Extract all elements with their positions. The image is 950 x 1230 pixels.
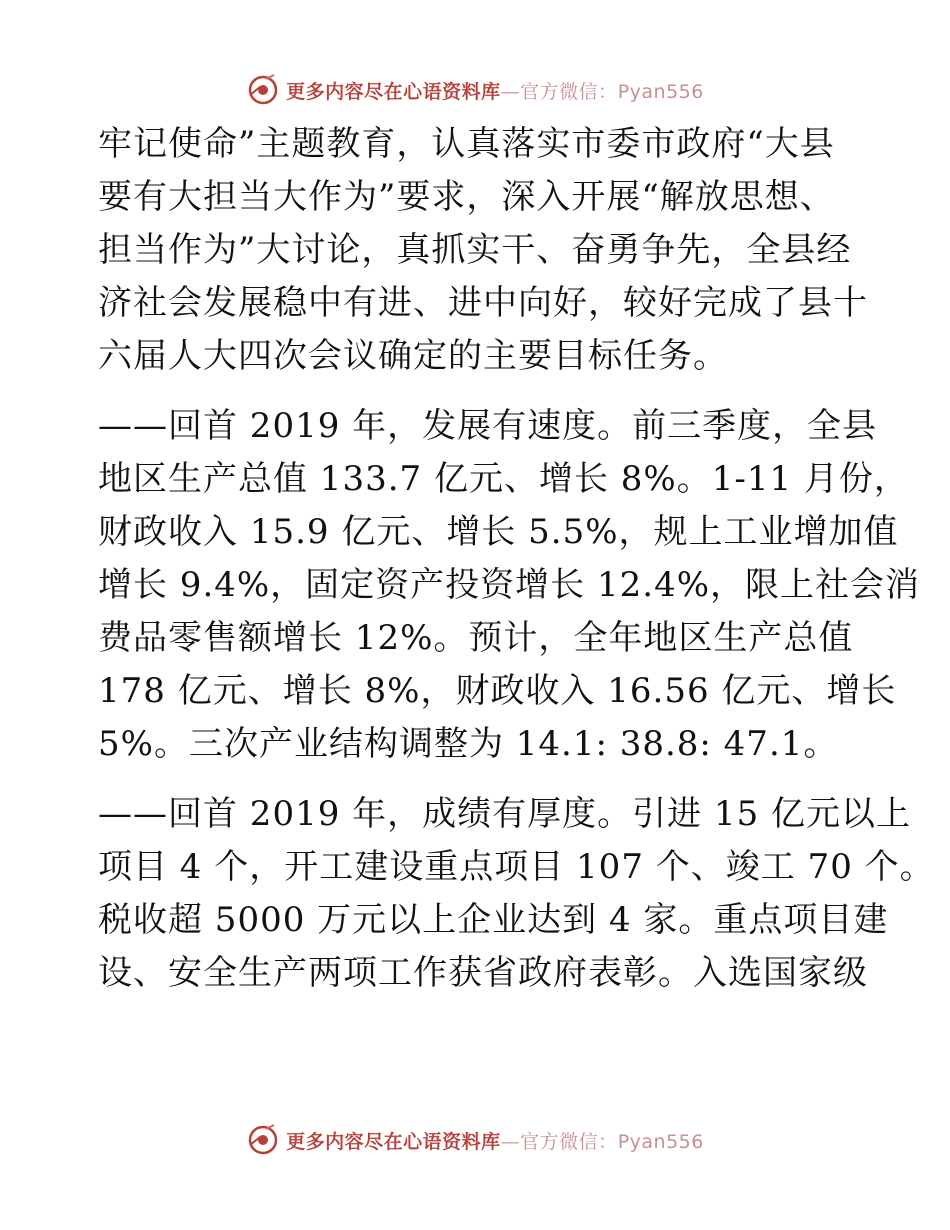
- text-line: 财政收入 15.9 亿元、增长 5.5%，规上工业增加值: [98, 512, 899, 552]
- text-line: 178 亿元、增长 8%，财政收入 16.56 亿元、增长: [98, 671, 897, 711]
- text-line: 设、安全生产两项工作获省政府表彰。入选国家级: [98, 953, 868, 993]
- text-line: 担当作为”大讨论，真抓实干、奋勇争先，全县经: [98, 230, 852, 270]
- brand-logo-icon: [246, 73, 280, 107]
- text-line: 项目 4 个，开工建设重点项目 107 个、竣工 70 个。: [98, 847, 935, 887]
- header-watermark: [0, 70, 950, 110]
- text-line: 税收超 5000 万元以上企业达到 4 家。重点项目建: [98, 900, 889, 940]
- watermark-dash: —: [500, 1130, 521, 1153]
- text-line: ——回首 2019 年，发展有速度。前三季度，全县: [98, 406, 878, 446]
- paragraph-1: [98, 118, 868, 383]
- text-line: 地区生产总值 133.7 亿元、增长 8%。1-11 月份，: [98, 459, 909, 499]
- document-body: [98, 118, 935, 1000]
- watermark-brand-text: 更多内容尽在心语资料库: [286, 1130, 501, 1153]
- text-line: 5%。三次产业结构调整为 14.1: 38.8: 47.1。: [98, 724, 839, 764]
- text-line: 六届人大四次会议确定的主要目标任务。: [98, 336, 728, 376]
- text-line: ——回首 2019 年，成绩有厚度。引进 15 亿元以上: [98, 794, 912, 834]
- text-line: 增长 9.4%，固定资产投资增长 12.4%，限上社会消: [98, 565, 921, 605]
- footer-watermark: [0, 1120, 950, 1160]
- brand-logo-icon: [246, 1123, 280, 1157]
- watermark-wechat-label: 官方微信：: [520, 1130, 618, 1153]
- watermark-brand-text: 更多内容尽在心语资料库: [286, 80, 501, 103]
- text-line: 费品零售额增长 12%。预计，全年地区生产总值: [98, 618, 854, 658]
- paragraph-3: [98, 788, 935, 1000]
- paragraph-2: [98, 400, 921, 771]
- text-line: 牢记使命”主题教育，认真落实市委市政府“大县: [98, 124, 835, 164]
- text-line: 济社会发展稳中有进、进中向好，较好完成了县十: [98, 283, 868, 323]
- watermark-dash: —: [500, 80, 521, 103]
- watermark-wechat-label: 官方微信：: [520, 80, 618, 103]
- watermark-wechat-id: Pyan556: [617, 1130, 704, 1153]
- watermark-wechat-id: Pyan556: [617, 80, 704, 103]
- text-line: 要有大担当大作为”要求，深入开展“解放思想、: [98, 177, 835, 217]
